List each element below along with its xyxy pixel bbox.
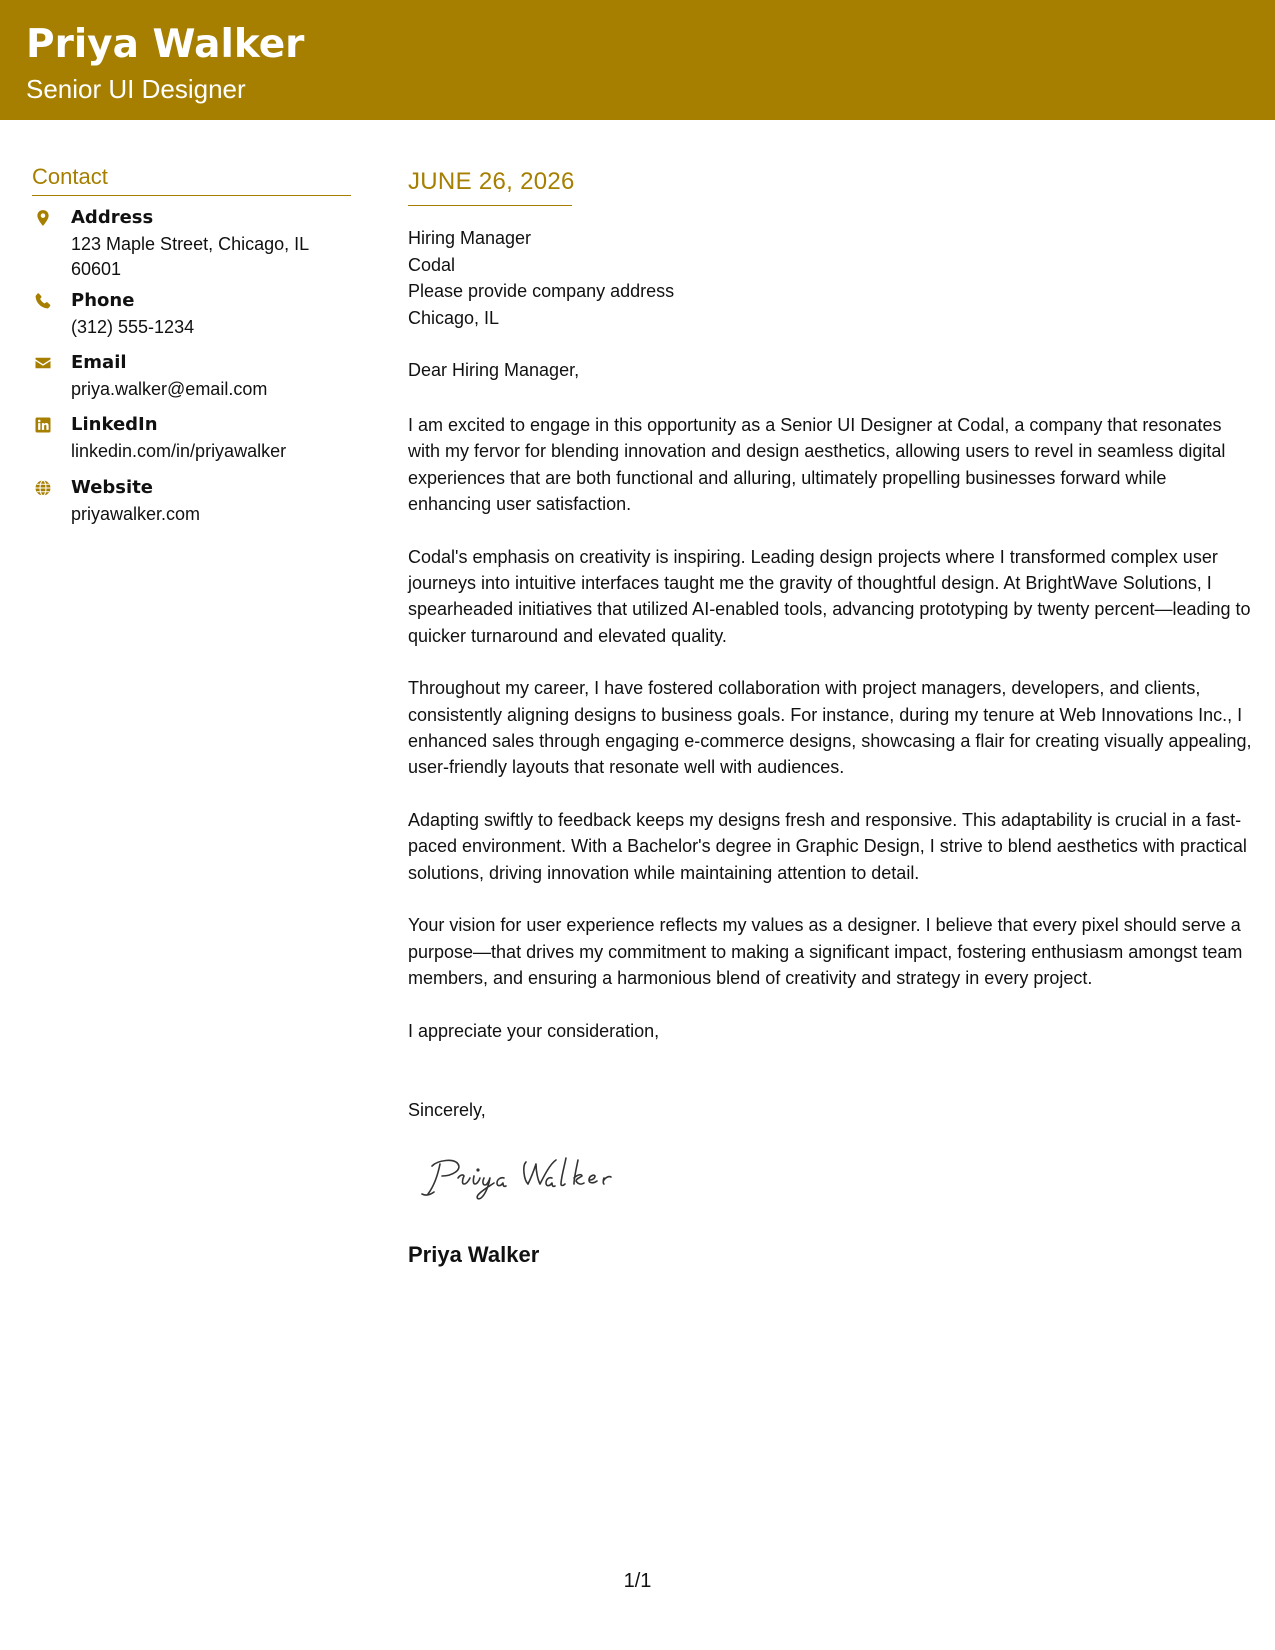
body-paragraph: Your vision for user experience reflects my values as a designer. I believe that every pixel should serve a purpose—that drives my commitment to making a significant impact, fostering enthusiasm amongst team members, and ensuring a harmonious blend of creativity and strategy in every project.: [408, 915, 1243, 988]
contact-value: 123 Maple Street, Chicago, IL 60601: [71, 234, 309, 279]
body-paragraph: Throughout my career, I have fostered collaboration with project managers, developers, and clients, consistently aligning designs to business goals. For instance, during my tenure at Web Innovations Inc., I enhanced sales through engaging e-commerce designs, showcasing a flair for creating visually appealing, user-friendly layouts that resonate well with audiences.: [408, 678, 1252, 778]
contact-label: Email: [71, 352, 127, 373]
signoff: Sincerely,: [408, 1100, 486, 1120]
contact-heading: Contact: [32, 164, 108, 189]
envelope-icon: [34, 354, 52, 372]
phone-icon: [34, 292, 52, 310]
letter-date: JUNE 26, 2026: [408, 168, 575, 195]
letter-body: [408, 412, 1253, 1017]
contact-label: LinkedIn: [71, 414, 158, 435]
signer-name: Priya Walker: [408, 1242, 540, 1267]
contact-value: (312) 555-1234: [71, 317, 195, 337]
page-number: 1/1: [623, 1570, 652, 1592]
body-paragraph: Codal's emphasis on creativity is inspiring. Leading design projects where I transformed complex user journeys into intuitive interfaces taught me the gravity of thoughtful design. At BrightWave Solutions, I spearheaded initiatives that utilized AI-enabled tools, advancing prototyping by twenty percent—leading to quicker turnaround and elevated quality.: [408, 546, 1251, 646]
contact-value[interactable]: linkedin.com/in/priyawalker: [71, 441, 287, 461]
salutation: Dear Hiring Manager,: [408, 360, 580, 380]
contact-label: Phone: [71, 290, 135, 311]
recipient-line: Chicago, IL: [408, 307, 500, 328]
recipient-line: Codal: [408, 254, 456, 275]
candidate-name: Priya Walker: [26, 22, 305, 67]
contact-label: Address: [71, 207, 154, 228]
contact-label: Website: [71, 477, 154, 498]
body-paragraph: I am excited to engage in this opportunity as a Senior UI Designer at Codal, a company that resonates with my fervor for blending innovation and design aesthetics, allowing users to revel in seamless digital experiences that are both functional and alluring, ultimately propelling businesses forward while enhancing user satisfaction.: [408, 415, 1226, 515]
body-paragraph: Adapting swiftly to feedback keeps my designs fresh and responsive. This adaptability is crucial in a fast-paced environment. With a Bachelor's degree in Graphic Design, I strive to blend aesthetics with practical solutions, driving innovation while maintaining attention to detail.: [408, 809, 1247, 883]
contact-divider: [32, 195, 351, 196]
date-divider: [408, 205, 572, 206]
globe-icon: [34, 479, 52, 497]
header-banner: [0, 0, 1275, 120]
recipient-line: Hiring Manager: [408, 228, 532, 248]
contact-value: priya.walker@email.com: [71, 379, 268, 399]
map-pin-icon: [34, 209, 52, 227]
recipient-block: [408, 225, 674, 331]
candidate-title: Senior UI Designer: [26, 74, 246, 104]
recipient-line: Please provide company address: [408, 281, 675, 301]
contact-value[interactable]: priyawalker.com: [71, 504, 201, 524]
handwritten-signature: [418, 1148, 678, 1208]
linkedin-icon: [34, 416, 52, 434]
closing-line: I appreciate your consideration,: [408, 1021, 660, 1041]
